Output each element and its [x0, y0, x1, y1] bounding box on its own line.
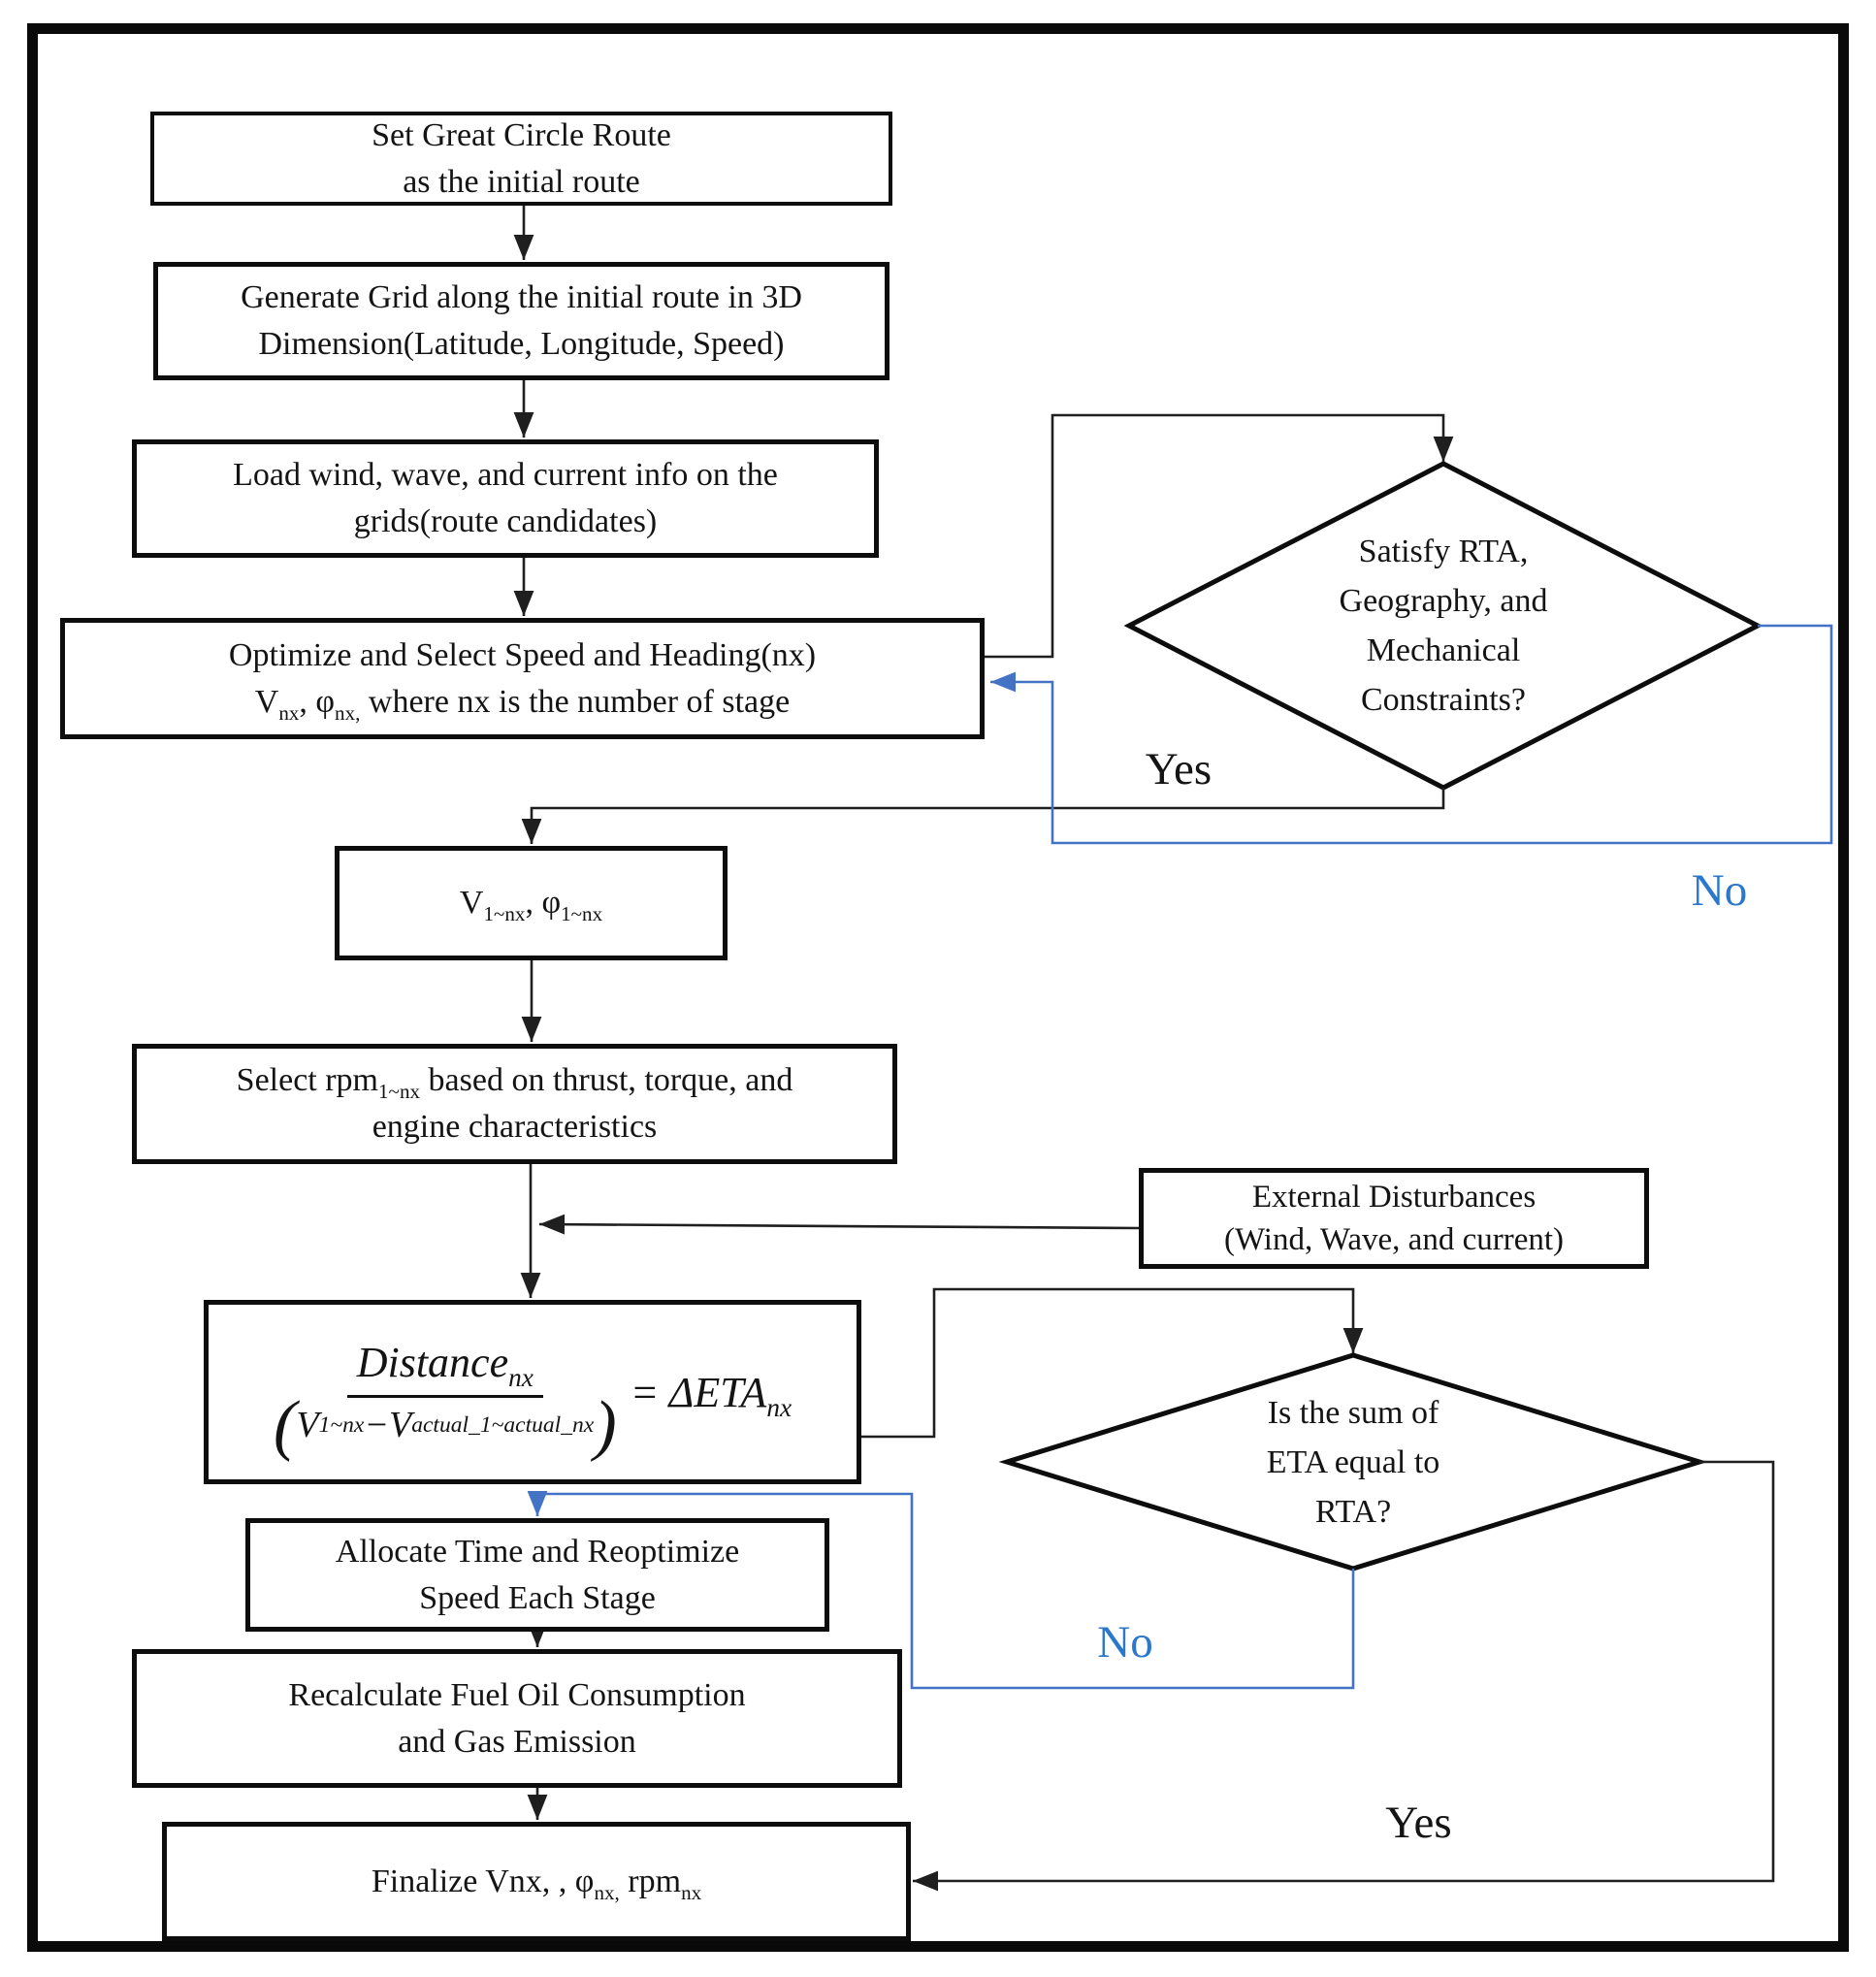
formula-numerator: Distance$_{nx}$ [347, 1338, 543, 1398]
decision-line: Satisfy RTA, [1358, 534, 1529, 569]
decision-line: Is the sum of [1267, 1395, 1439, 1431]
diagram-border [27, 23, 1849, 1952]
node-text: as the initial route [403, 163, 640, 200]
node-text-subscripted: Finalize Vnx, , $\varphi_{nx,}$ rpm$_{nx}$ [371, 1863, 702, 1904]
node-text: and Gas Emission [398, 1723, 636, 1760]
label-no-eta: No [1097, 1617, 1153, 1668]
label-yes-eta: Yes [1385, 1798, 1452, 1848]
label-yes-constraints: Yes [1145, 744, 1213, 794]
node-text-subscripted: Select rpm$_{1\sim nx}$ based on thrust, torque, and [236, 1062, 793, 1103]
formula-denominator: ( V 1~nx − V actual_1~actual_nx ) [273, 1387, 617, 1463]
decision-line: ETA equal to [1266, 1444, 1440, 1480]
node-text: Allocate Time and Reoptimize [335, 1533, 740, 1570]
decision-line: Geography, and [1339, 583, 1548, 619]
decision-line: Constraints? [1361, 682, 1526, 718]
formula-rhs: = $\Delta ETA_{nx}$ [630, 1368, 792, 1422]
node-text: Generate Grid along the initial route in 3D [241, 279, 802, 315]
node-text: Dimension(Latitude, Longitude, Speed) [258, 326, 785, 362]
node-text: engine characteristics [372, 1109, 658, 1145]
node-text: Load wind, wave, and current info on the [233, 457, 778, 493]
label-no-constraints: No [1691, 865, 1748, 916]
node-text: (Wind, Wave, and current) [1223, 1222, 1564, 1257]
decision-line: Mechanical [1366, 632, 1521, 668]
node-text: Set Great Circle Route [372, 116, 671, 153]
node-text: Optimize and Select Speed and Heading(nx) [228, 636, 817, 673]
node-text-subscripted: $V_{1\sim nx}$, $\varphi_{1\sim nx}$ [459, 885, 603, 925]
node-text: grids(route candidates) [353, 503, 658, 539]
decision-line: RTA? [1314, 1494, 1392, 1530]
node-text: Recalculate Fuel Oil Consumption [288, 1676, 746, 1713]
node-text-subscripted: $V_{nx}$, $\varphi_{nx,}$ where nx is the number of stage [254, 683, 791, 725]
node-text: Speed Each Stage [419, 1579, 656, 1616]
node-text: External Disturbances [1251, 1180, 1536, 1215]
